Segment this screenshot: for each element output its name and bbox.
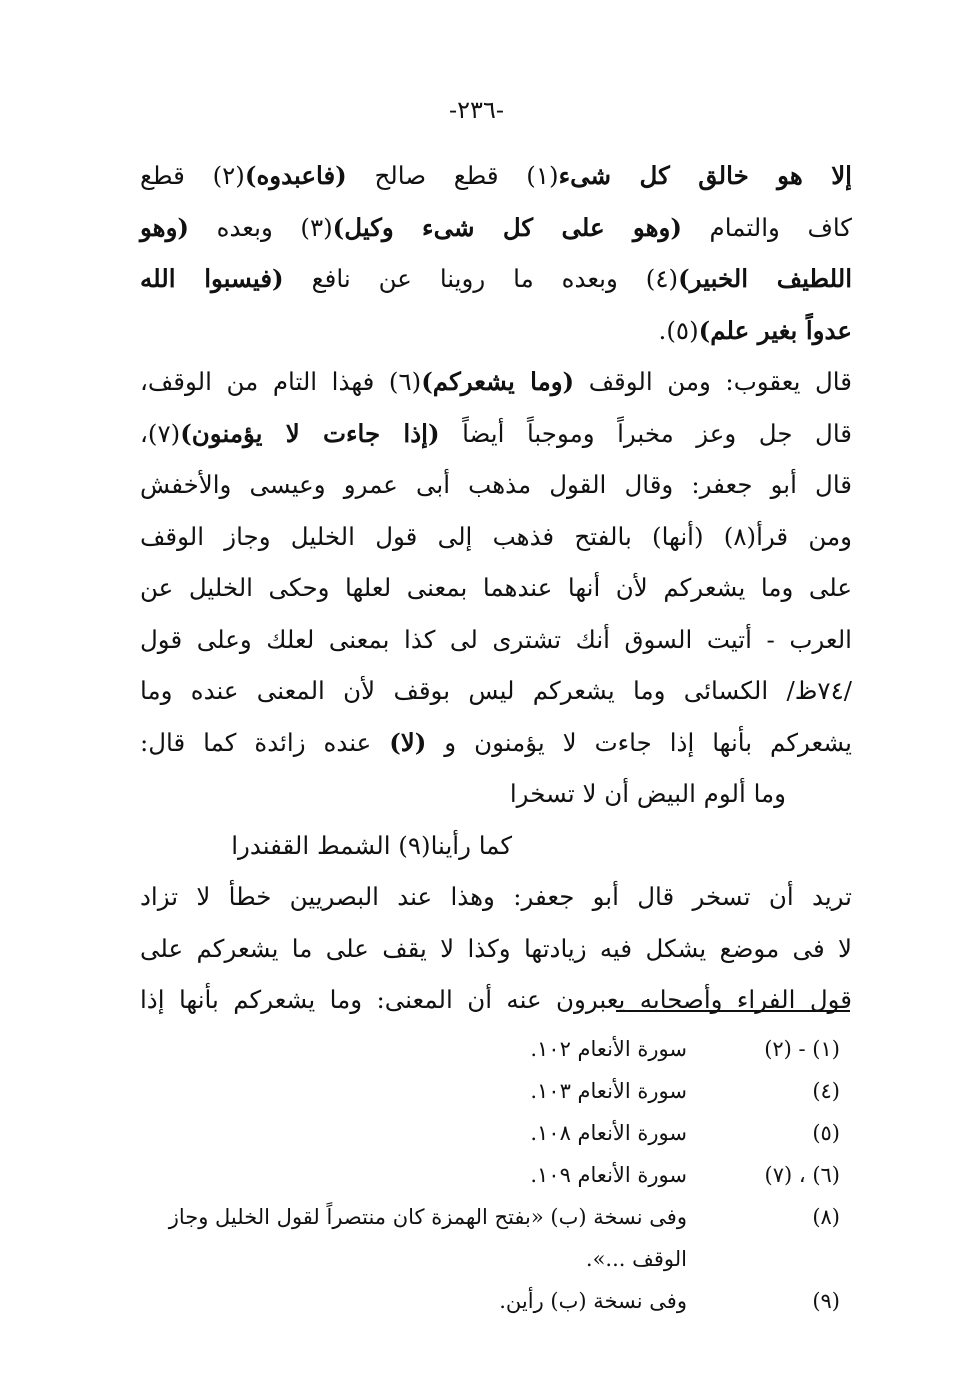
verse-hemistich: كما رأينا(٩) الشمط القفندرا xyxy=(231,830,512,860)
text-line: /٧٤ظ/ الكسائى وما يشعركم ليس بوقف لأن المعنى عنده وما xyxy=(140,676,852,705)
text-fragment: عنده زائدة كما قال: xyxy=(140,727,390,757)
verse-hemistich: وما ألوم البيض أن لا تسخرا xyxy=(509,779,786,808)
footnote-text: وفى نسخة (ب) رأين. xyxy=(499,1289,687,1313)
text-fragment: (٢) قطع xyxy=(140,161,245,190)
quran-quote: اللطيف الخبير) xyxy=(678,264,852,293)
footnote-number: (٤) xyxy=(812,1079,840,1103)
text-fragment: قال جل وعز مخبراً وموجباً أيضاً xyxy=(439,418,852,448)
poetry-verse xyxy=(140,768,852,820)
main-text xyxy=(140,150,852,1026)
text-line: ومن قرأ(٨) (أنها) بالفتح فذهب إلى قول الخليل وجاز الوقف xyxy=(140,521,852,551)
footnotes xyxy=(140,1028,852,1322)
footnote-number: (٦) ، (٧) xyxy=(764,1163,840,1187)
page-number: -٢٣٦- xyxy=(449,96,504,124)
footnote-number: (٥) xyxy=(812,1121,840,1145)
text-fragment: قال يعقوب: ومن الوقف xyxy=(574,367,852,396)
footnote-divider xyxy=(616,1010,850,1012)
text-line xyxy=(140,305,852,357)
quran-quote: (فيسبوا الله xyxy=(140,264,284,293)
footnote-number: (١) - (٢) xyxy=(764,1037,840,1061)
text-line: تريد أن تسخر قال أبو جعفر: وهذا عند البصريين خطأ لا تزاد xyxy=(140,882,852,911)
footnote xyxy=(140,1070,852,1112)
text-line: العرب - أتيت السوق أنك تشترى لى كذا بمعنى لعلك وعلى قول xyxy=(140,624,852,654)
text-fragment: (٧)، xyxy=(140,418,181,448)
quran-quote: (وهو على كل شىء وكيل) xyxy=(332,212,682,242)
footnote xyxy=(140,1028,852,1070)
footnote xyxy=(140,1112,852,1154)
footnote xyxy=(140,1154,852,1196)
footnote-text: سورة الأنعام ١٠٨. xyxy=(530,1121,687,1145)
footnote-text: سورة الأنعام ١٠٢. xyxy=(530,1037,687,1061)
text-fragment: يشعركم بأنها إذا جاءت لا يؤمنون و xyxy=(426,727,852,757)
text-line xyxy=(140,356,852,408)
footnote-text: وفى نسخة (ب) «بفتح الهمزة كان منتصراً لقول الخليل وجاز الوقف ...». xyxy=(168,1205,687,1271)
footnote-text: سورة الأنعام ١٠٣. xyxy=(530,1079,687,1103)
text-line xyxy=(140,717,852,769)
quran-quote: (وهو xyxy=(140,212,189,242)
text-fragment: (٥). xyxy=(658,315,699,345)
footnote-number: (٨) xyxy=(812,1205,840,1229)
quran-quote: (وما يشعركم) xyxy=(421,367,575,396)
quran-quote: (لا) xyxy=(389,727,427,757)
text-line xyxy=(140,202,852,254)
text-line: قول الفراء وأصحابه يعبرون عنه أن المعنى: وما يشعركم بأنها إذا xyxy=(140,985,852,1014)
text-line: قال أبو جعفر: وقال القول مذهب أبى عمرو وعيسى والأخفش xyxy=(140,470,852,499)
text-fragment: كاف والتمام xyxy=(681,212,852,242)
quran-quote: عدواً بغير علم) xyxy=(698,315,852,345)
footnote-number: (٩) xyxy=(812,1289,840,1313)
text-line xyxy=(140,150,852,202)
footnote xyxy=(140,1196,852,1280)
quran-quote: (فاعبدوه) xyxy=(244,161,347,190)
quran-quote: (إذا جاءت لا يؤمنون) xyxy=(180,418,440,448)
text-fragment: (١) قطع صالح xyxy=(346,161,559,190)
quran-quote: إلا هو خالق كل شىء xyxy=(558,161,852,190)
text-line xyxy=(140,253,852,305)
text-line xyxy=(140,408,852,460)
footnote xyxy=(140,1280,852,1322)
text-line: لا فى موضع يشكل فيه زيادتها وكذا لا يقف على ما يشعركم على xyxy=(140,933,852,963)
text-line: على وما يشعركم لأن أنها عندهما بمعنى لعلها وحكى الخليل عن xyxy=(140,573,852,602)
text-fragment: (٤) وبعده ما روينا عن نافع xyxy=(283,264,679,293)
poetry-verse xyxy=(140,820,852,872)
text-fragment: (٣) وبعده xyxy=(189,212,333,242)
footnote-text: سورة الأنعام ١٠٩. xyxy=(530,1163,687,1187)
text-fragment: (٦) فهذا التام من الوقف، xyxy=(140,367,422,396)
